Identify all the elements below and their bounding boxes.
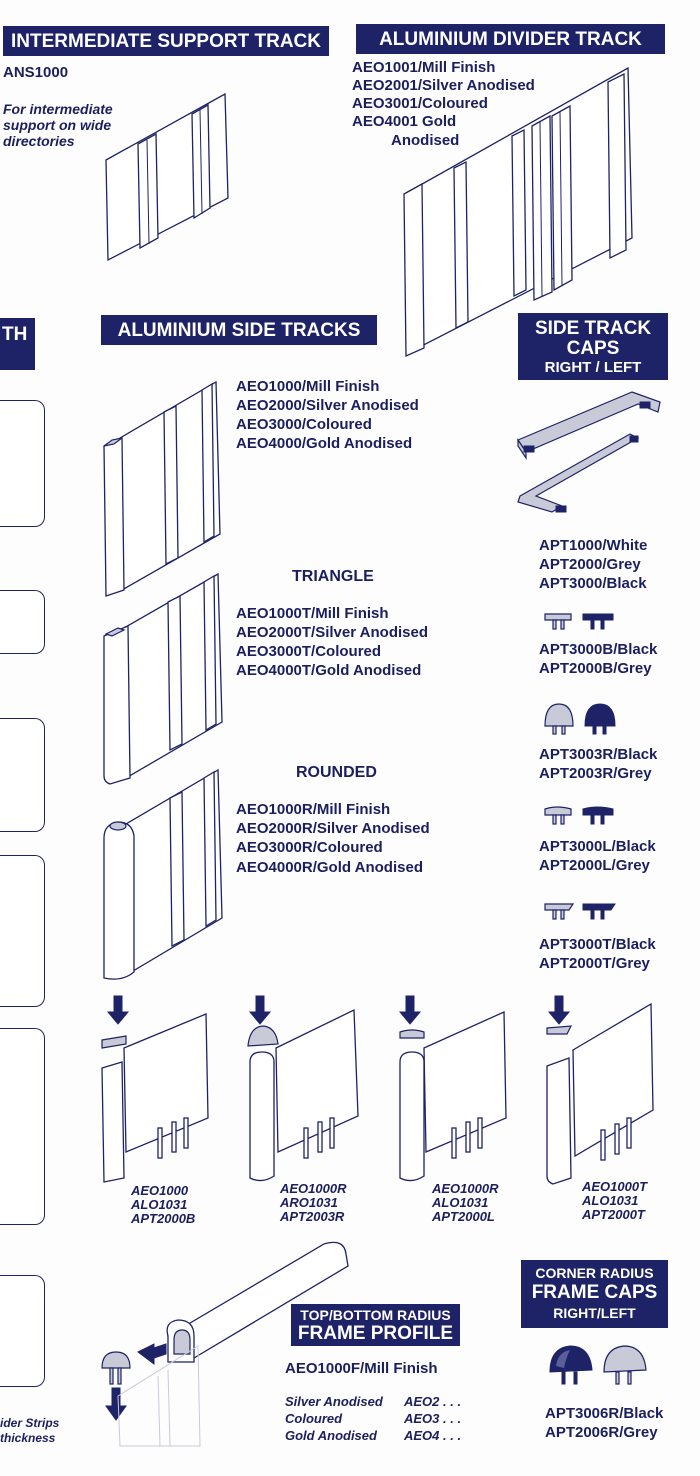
caps-group5-2: APT2000T/Grey	[539, 955, 650, 972]
assembly-4-code-1: AEO1000T	[582, 1179, 648, 1194]
corner-title	[521, 1260, 668, 1328]
frame-profile-title-line-1: TOP/BOTTOM RADIUS	[300, 1307, 451, 1323]
corner-title-line-3: RIGHT/LEFT	[553, 1305, 636, 1321]
frame-finish-3-code: AEO4 . . .	[404, 1428, 462, 1443]
side-standard-code-2: AEO2000/Silver Anodised	[236, 397, 419, 414]
frame-profile-title	[291, 1304, 460, 1346]
assembly-3-code-1: AEO1000R	[432, 1181, 499, 1196]
frame-finish-1-name: Silver Anodised	[285, 1394, 383, 1409]
assembly-illustration-1	[98, 992, 213, 1182]
corner-title-line-2: FRAME CAPS	[531, 1282, 658, 1303]
caps-title-line-3: RIGHT / LEFT	[544, 359, 642, 376]
caps-group4-1: APT3000L/Black	[539, 838, 656, 855]
left-panel-1	[0, 400, 45, 527]
caps-title-line-2: CAPS	[566, 338, 620, 359]
side-rounded-code-4: AEO4000R/Gold Anodised	[236, 859, 423, 876]
assembly-3-code-2: ALO1031	[432, 1195, 489, 1210]
caps-title	[518, 313, 668, 380]
intermediate-desc-2: support on wide	[3, 117, 112, 133]
left-fragment-1: ider Strips	[0, 1416, 60, 1430]
frame-finish-2-code: AEO3 . . .	[404, 1411, 462, 1426]
assembly-illustration-4	[543, 992, 658, 1182]
corner-caps-illustration	[546, 1340, 656, 1390]
side-standard-code-4: AEO4000/Gold Anodised	[236, 435, 413, 452]
caps-group2-1: APT3000B/Black	[539, 641, 658, 658]
left-panel-5	[0, 1028, 45, 1225]
side-triangle-code-3: AEO3000T/Coloured	[236, 643, 382, 660]
divider-code-5: Anodised	[391, 132, 460, 149]
divider-code-3: AEO3001/Coloured	[352, 95, 488, 112]
caps-group2-2: APT2000B/Grey	[539, 660, 652, 677]
assembly-1-code-1: AEO1000	[131, 1183, 189, 1198]
cap-t-icons	[543, 900, 623, 926]
intermediate-desc-3: directories	[3, 133, 75, 149]
frame-profile-code: AEO1000F/Mill Finish	[285, 1360, 438, 1377]
left-fragment-2: thickness	[0, 1431, 56, 1445]
caps-group3-2: APT2003R/Grey	[539, 765, 652, 782]
frame-finish-2-name: Coloured	[285, 1411, 343, 1426]
assembly-2-code-1: AEO1000R	[280, 1181, 347, 1196]
assembly-4-code-3: APT2000T	[582, 1207, 645, 1222]
assembly-2-code-2: ARO1031	[280, 1195, 338, 1210]
cap-r-icons	[543, 700, 623, 738]
assembly-1-code-2: ALO1031	[131, 1197, 188, 1212]
caps-group3-1: APT3003R/Black	[539, 746, 658, 763]
assembly-2-code-3: APT2003R	[280, 1209, 345, 1224]
side-triangle-code-2: AEO2000T/Silver Anodised	[236, 624, 429, 641]
side-track-standard-illustration	[100, 376, 225, 596]
side-rounded-code-2: AEO2000R/Silver Anodised	[236, 820, 430, 837]
intermediate-desc-1: For intermediate	[3, 101, 113, 117]
intermediate-code: ANS1000	[3, 64, 69, 81]
divider-code-1: AEO1001/Mill Finish	[352, 59, 496, 76]
assembly-4-code-2: ALO1031	[582, 1193, 639, 1208]
side-triangle-code-4: AEO4000T/Gold Anodised	[236, 662, 422, 679]
assembly-3-code-3: APT2000L	[432, 1209, 495, 1224]
left-panel-6	[0, 1275, 45, 1387]
caps-group1-3: APT3000/Black	[539, 575, 647, 592]
corner-code-2: APT2006R/Grey	[545, 1424, 658, 1441]
divider-title: ALUMINIUM DIVIDER TRACK	[356, 24, 665, 54]
caps-group4-2: APT2000L/Grey	[539, 857, 650, 874]
caps-group5-1: APT3000T/Black	[539, 936, 656, 953]
left-panel-4	[0, 855, 45, 1007]
left-header-fragment: TH	[0, 318, 35, 370]
side-standard-code-3: AEO3000/Coloured	[236, 416, 372, 433]
intermediate-title: INTERMEDIATE SUPPORT TRACK	[3, 26, 329, 56]
cap-l-icons	[543, 803, 623, 829]
intermediate-track-illustration	[100, 88, 235, 268]
side-standard-code-1: AEO1000/Mill Finish	[236, 378, 380, 395]
divider-code-4: AEO4001 Gold	[352, 113, 457, 130]
side-triangle-code-1: AEO1000T/Mill Finish	[236, 605, 389, 622]
corner-code-1: APT3006R/Black	[545, 1405, 664, 1422]
side-track-triangle-illustration	[100, 570, 225, 785]
assembly-illustration-2	[246, 992, 361, 1182]
side-track-caps-illustration	[512, 388, 667, 523]
caps-group1-1: APT1000/White	[539, 537, 648, 554]
corner-title-line-1: CORNER RADIUS	[535, 1265, 654, 1281]
frame-finish-1-code: AEO2 . . .	[404, 1394, 462, 1409]
cap-b-icons	[543, 610, 623, 635]
left-panel-3	[0, 718, 45, 832]
triangle-label: TRIANGLE	[292, 568, 374, 585]
assembly-1-code-3: APT2000B	[131, 1211, 196, 1226]
divider-code-2: AEO2001/Silver Anodised	[352, 77, 535, 94]
rounded-label: ROUNDED	[296, 764, 377, 781]
side-rounded-code-1: AEO1000R/Mill Finish	[236, 801, 391, 818]
frame-finish-3-name: Gold Anodised	[285, 1428, 377, 1443]
side-track-rounded-illustration	[100, 766, 225, 981]
assembly-illustration-3	[396, 992, 511, 1182]
frame-profile-title-line-2: FRAME PROFILE	[297, 1323, 454, 1344]
side-rounded-code-3: AEO3000R/Coloured	[236, 839, 383, 856]
side-tracks-title: ALUMINIUM SIDE TRACKS	[101, 315, 377, 345]
left-panel-2	[0, 590, 45, 654]
caps-group1-2: APT2000/Grey	[539, 556, 641, 573]
caps-title-line-1: SIDE TRACK	[534, 318, 652, 339]
